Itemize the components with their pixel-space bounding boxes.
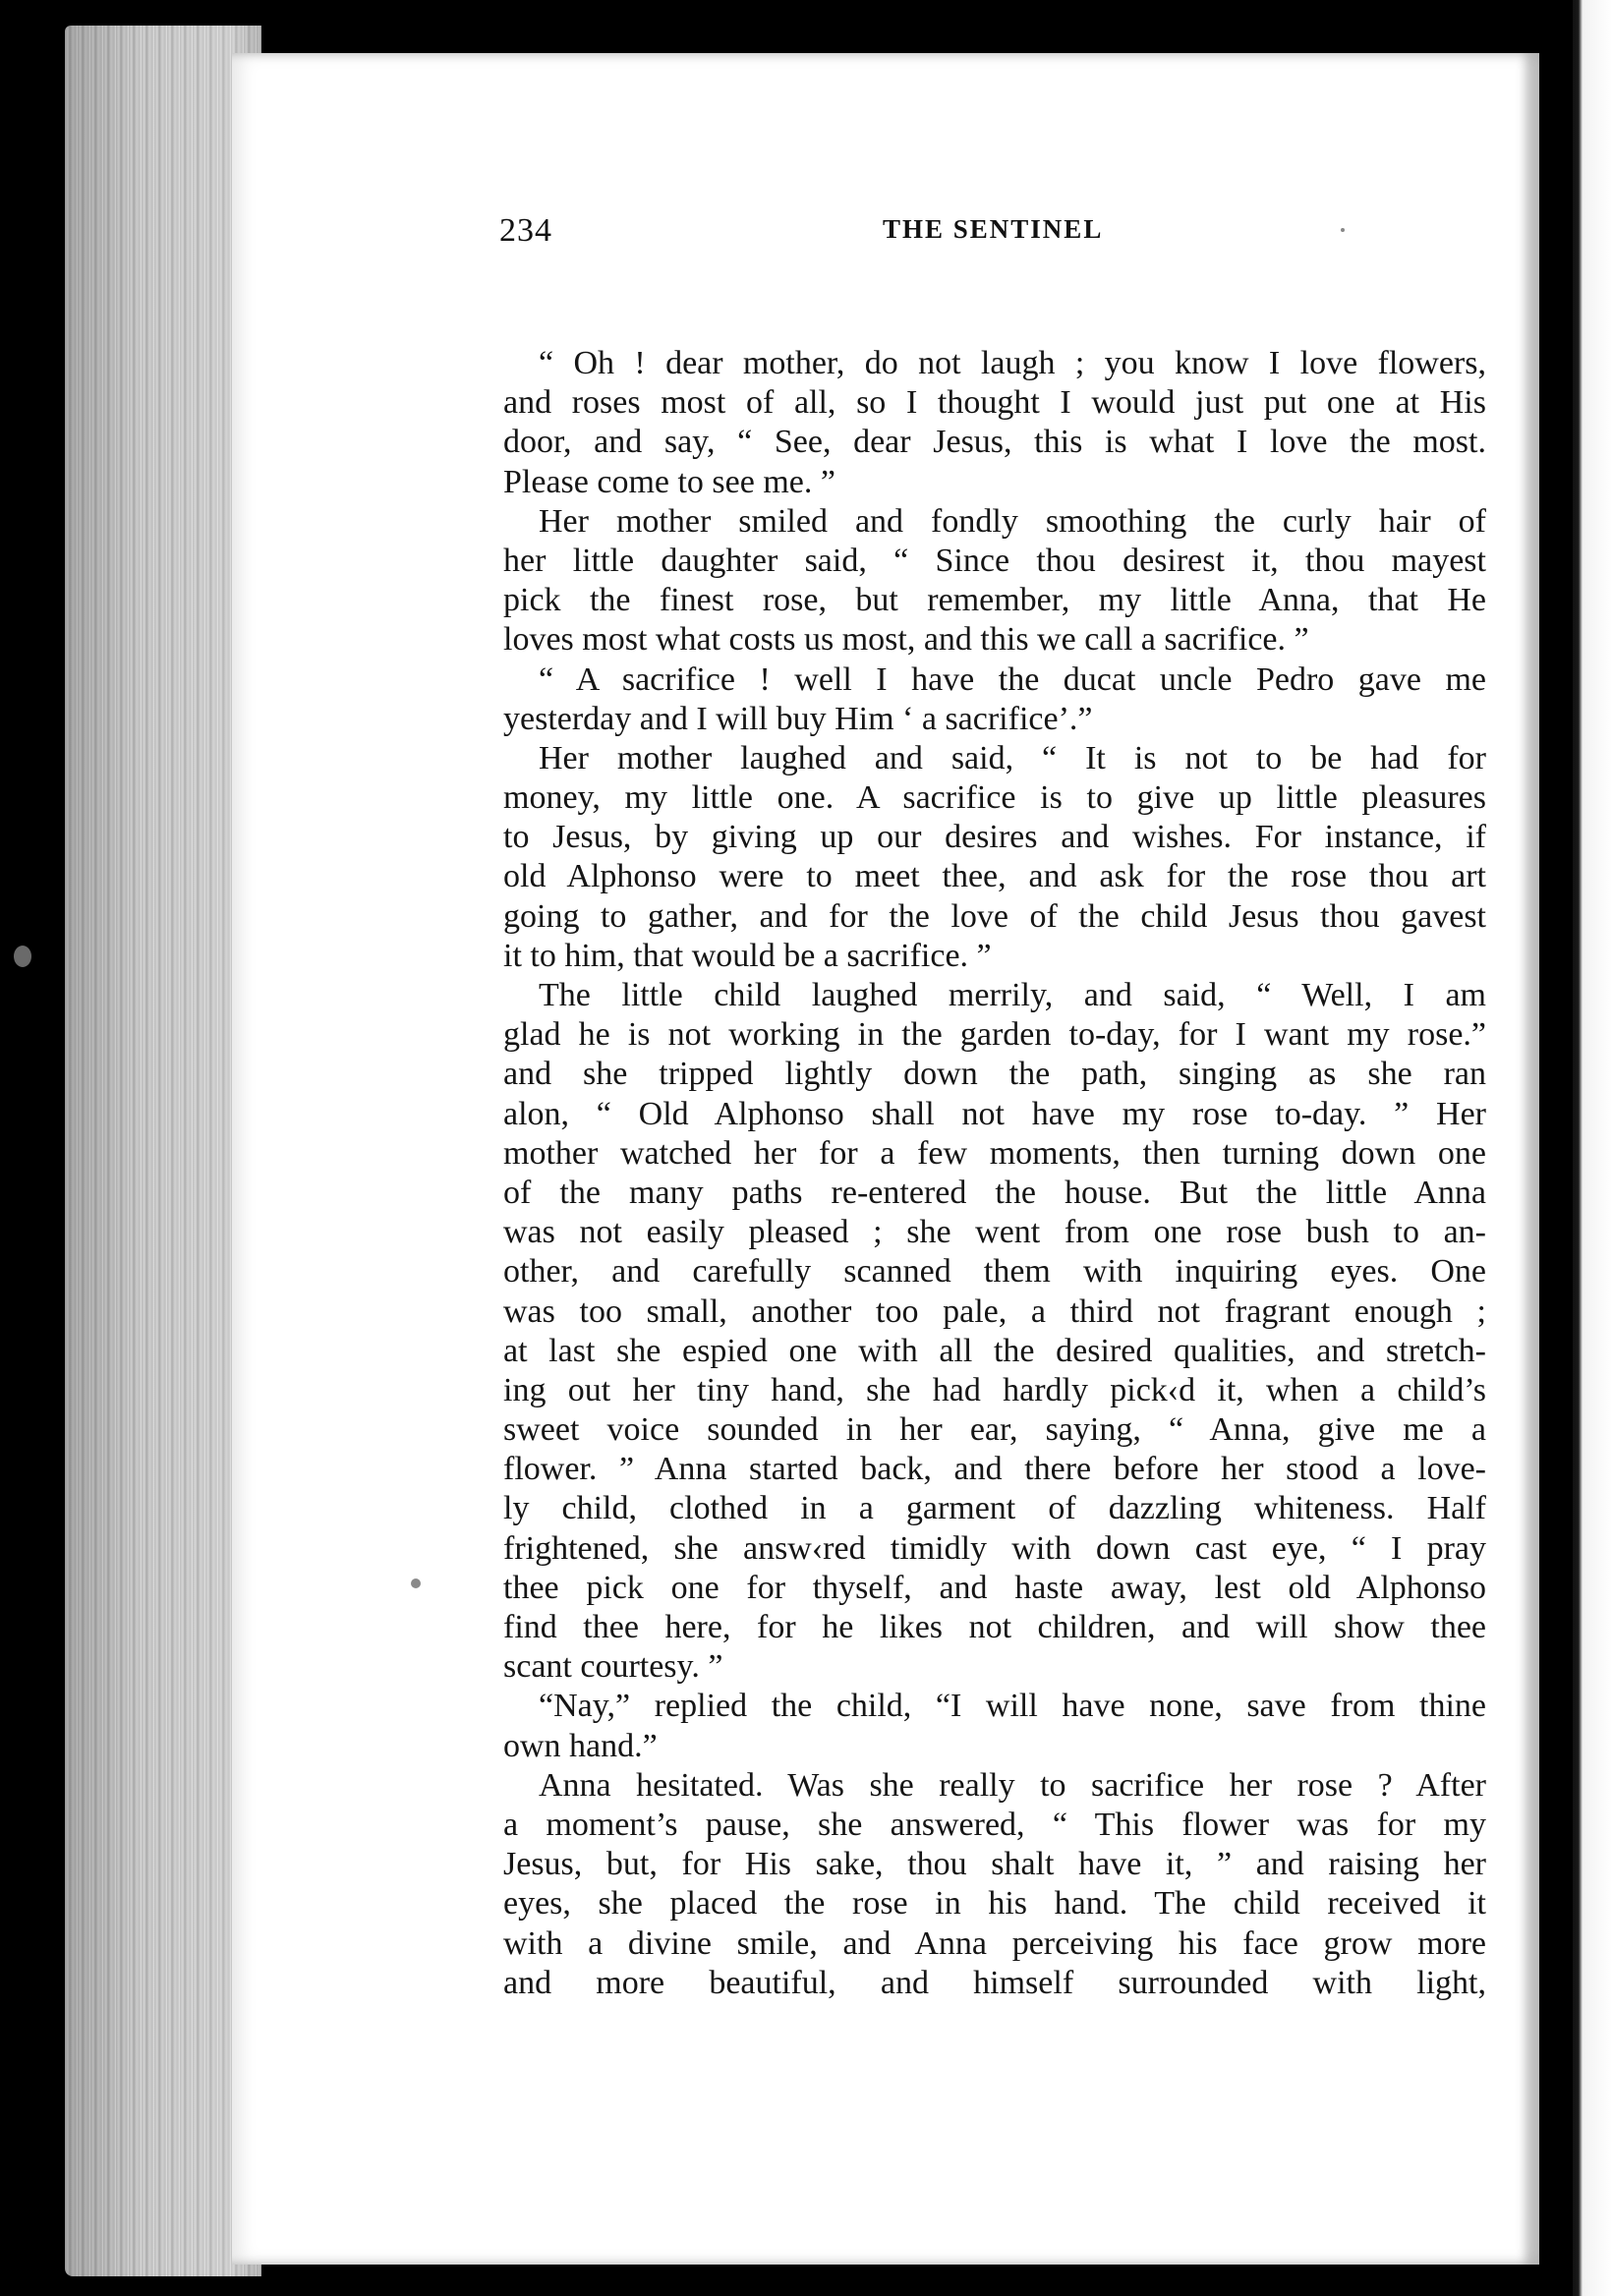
running-title: THE SENTINEL bbox=[883, 214, 1104, 244]
text-line: was not easily pleased ; she went from one rose bush to an- bbox=[503, 1214, 1486, 1251]
text-line: Anna hesitated. Was she really to sacrifice her rose ? After bbox=[539, 1766, 1486, 1804]
dust-speck bbox=[411, 1578, 421, 1588]
text-line: Jesus, but, for His sake, thou shalt have it, ” and raising her bbox=[503, 1846, 1486, 1883]
text-line: scant courtesy. ” bbox=[503, 1648, 723, 1686]
text-line: money, my little one. A sacrifice is to give up little pleasures bbox=[503, 779, 1486, 817]
dust-speck bbox=[1341, 228, 1345, 232]
text-line: and roses most of all, so I thought I would just put one at His bbox=[503, 384, 1486, 422]
facing-page-edge bbox=[1573, 0, 1612, 2296]
text-line: glad he is not working in the garden to-day, for I want my rose.” bbox=[503, 1016, 1486, 1054]
text-line: ly child, clothed in a garment of dazzling whiteness. Half bbox=[503, 1490, 1486, 1527]
running-head bbox=[232, 212, 1539, 271]
text-line: and she tripped lightly down the path, singing as she ran bbox=[503, 1056, 1486, 1093]
text-line: Her mother laughed and said, “ It is not to be had for bbox=[539, 739, 1486, 776]
text-line: with a divine smile, and Anna perceiving his face grow more bbox=[503, 1924, 1486, 1962]
text-line: The little child laughed merrily, and said, “ Well, I am bbox=[539, 977, 1486, 1013]
text-line: thee pick one for thyself, and haste away, lest old Alphonso bbox=[503, 1569, 1486, 1606]
text-line: to Jesus, by giving up our desires and wishes. For instance, if bbox=[503, 819, 1486, 856]
text-line: her little daughter said, “ Since thou desirest it, thou mayest bbox=[503, 542, 1486, 579]
text-line: eyes, she placed the rose in his hand. The child received it bbox=[503, 1885, 1486, 1923]
text-line: alon, “ Old Alphonso shall not have my rose to-day. ” Her bbox=[503, 1095, 1486, 1132]
text-line: it to him, that would be a sacrifice. ” bbox=[503, 937, 992, 974]
book-page bbox=[232, 53, 1539, 2265]
text-line: own hand.” bbox=[503, 1727, 658, 1764]
text-line: sweet voice sounded in her ear, saying, “ Anna, give me a bbox=[503, 1411, 1486, 1449]
body-text bbox=[503, 344, 1486, 2003]
text-line: loves most what costs us most, and this we call a sacrifice. ” bbox=[503, 621, 1309, 659]
text-line: door, and say, “ See, dear Jesus, this is what I love the most. bbox=[503, 424, 1486, 461]
text-line: other, and carefully scanned them with inquiring eyes. One bbox=[503, 1253, 1486, 1291]
text-line: yesterday and I will buy Him ‘ a sacrifice’.” bbox=[503, 700, 1093, 737]
page-number: 234 bbox=[499, 212, 552, 249]
text-line: a moment’s pause, she answered, “ This flower was for my bbox=[503, 1806, 1486, 1843]
text-line: old Alphonso were to meet thee, and ask for the rose thou art bbox=[503, 858, 1486, 895]
text-line: “ Oh ! dear mother, do not laugh ; you know I love flowers, bbox=[539, 345, 1486, 381]
dust-speck bbox=[14, 946, 31, 967]
text-line: “Nay,” replied the child, “I will have none, save from thine bbox=[539, 1688, 1486, 1725]
text-line: “ A sacrifice ! well I have the ducat uncle Pedro gave me bbox=[539, 660, 1486, 698]
text-line: mother watched her for a few moments, then turning down one bbox=[503, 1134, 1486, 1172]
text-line: at last she espied one with all the desired qualities, and stretch- bbox=[503, 1332, 1486, 1369]
text-line: Please come to see me. ” bbox=[503, 463, 835, 500]
text-line: was too small, another too pale, a third not fragrant enough ; bbox=[503, 1292, 1486, 1330]
text-line: find thee here, for he likes not children, and will show thee bbox=[503, 1609, 1486, 1645]
text-line: going to gather, and for the love of the child Jesus thou gavest bbox=[503, 897, 1486, 935]
text-line: and more beautiful, and himself surrounded with light, bbox=[503, 1964, 1486, 2001]
text-line: ing out her tiny hand, she had hardly pick‹d it, when a child’s bbox=[503, 1371, 1486, 1408]
text-line: of the many paths re-entered the house. But the little Anna bbox=[503, 1174, 1486, 1211]
text-line: flower. ” Anna started back, and there before her stood a love- bbox=[503, 1451, 1486, 1488]
text-line: Her mother smiled and fondly smoothing the curly hair of bbox=[539, 502, 1486, 540]
text-line: frightened, she answ‹red timidly with down cast eye, “ I pray bbox=[503, 1529, 1486, 1567]
text-line: pick the finest rose, but remember, my little Anna, that He bbox=[503, 582, 1486, 619]
